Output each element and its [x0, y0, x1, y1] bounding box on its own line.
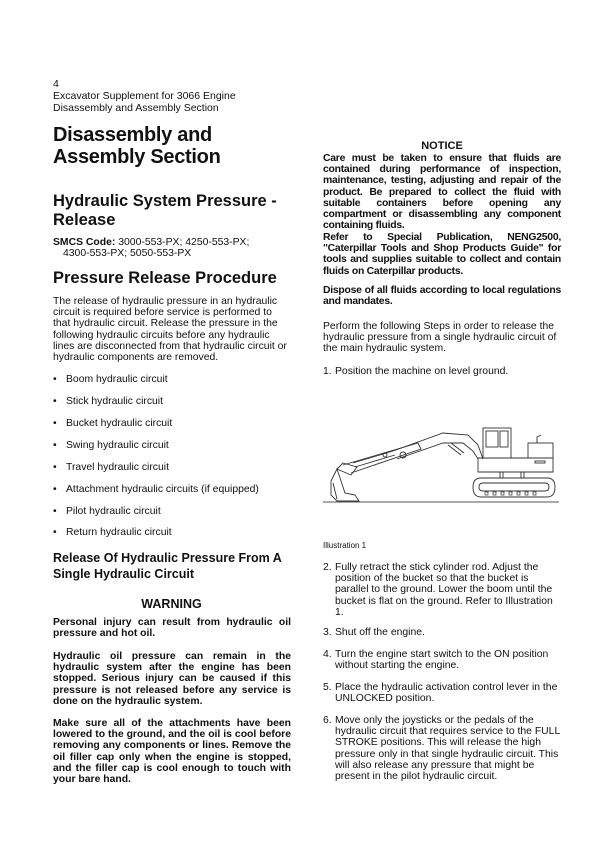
excavator-illustration [323, 425, 563, 510]
bullet-item: • Swing hydraulic circuit [53, 440, 169, 451]
smcs-label: SMCS Code: [53, 237, 116, 248]
bullet-item: • Attachment hydraulic circuits (if equipped) [53, 484, 259, 495]
smcs-code [53, 237, 291, 259]
step-item: 5. Place the hydraulic activation control lever in the UNLOCKED position. [323, 682, 558, 705]
bullet-item: • Return hydraulic circuit [53, 527, 172, 538]
intro-paragraph: The release of hydraulic pressure in an hydraulic circuit is required before service is performed to that hydraulic circuit. Release the pressure in the following hydraulic circuits before any hydraulic lines are disconnected from that hydraulic circuit or hydraulic components are removed. [53, 296, 287, 364]
doc-title: Excavator Supplement for 3066 Engine [53, 90, 236, 102]
notice-title: NOTICE [421, 140, 463, 152]
smcs-codes-line2: 4300-553-PX; 5050-553-PX [63, 248, 192, 260]
step-item: 4. Turn the engine start switch to the ON position without starting the engine. [323, 649, 549, 672]
notice-paragraph: Refer to Special Publication, NENG2500, "Caterpillar Tools and Shop Products Guide" for tools and supplies suitable to collect and contain fluids on Caterpillar products. [323, 232, 561, 277]
step-item: 1. Position the machine on level ground. [323, 366, 509, 377]
bullet-item: • Travel hydraulic circuit [53, 462, 169, 473]
steps-intro: Perform the following Steps in order to release the hydraulic pressure from a single hydraulic circuit of the main hydraulic system. [323, 321, 557, 355]
subsection-title: Release Of Hydraulic Pressure From A Single Hydraulic Circuit [53, 551, 282, 581]
bullet-item: • Pilot hydraulic circuit [53, 506, 161, 517]
illustration-caption: Illustration 1 [323, 541, 367, 550]
warning-title: WARNING [141, 597, 202, 611]
step-item: 3. Shut off the engine. [323, 627, 425, 638]
bullet-item: • Boom hydraulic circuit [53, 374, 168, 385]
step-item: 2. Fully retract the stick cylinder rod. Adjust the position of the bucket so that the bucket is parallel to the ground. Lower the boom until the bucket is flat on the ground. Refer to Illustration 1. [323, 562, 553, 618]
section-title: Disassembly and Assembly Section [53, 124, 221, 168]
page-number: 4 [53, 78, 59, 90]
warning-paragraph: Make sure all of the attachments have been lowered to the ground, and the oil is cool before removing any components or lines. Remove the oil filler cap only when the engine is stopped, and the filler cap is cool enough to touch with your bare hand. [53, 718, 291, 786]
topic-title: Hydraulic System Pressure - Release [53, 192, 277, 229]
header-section: Disassembly and Assembly Section [53, 102, 219, 114]
procedure-title: Pressure Release Procedure [53, 269, 277, 287]
excavator-icon [323, 425, 563, 505]
notice-paragraph: Dispose of all fluids according to local regulations and mandates. [323, 285, 561, 308]
notice-paragraph: Care must be taken to ensure that fluids are contained during performance of inspection, maintenance, testing, adjusting and repair of the product. Be prepared to collect the fluid with suitable containers before opening any compartment or disassembling any component containing fluids. [323, 153, 561, 232]
bullet-item: • Bucket hydraulic circuit [53, 418, 173, 429]
step-item: 6. Move only the joysticks or the pedals of the hydraulic circuit that requires service to the FULL STROKE positions. This will release the high pressure only in that single hydraulic circuit. This will also release any pressure that might be present in the pilot hydraulic circuit. [323, 715, 560, 783]
page-header [53, 78, 236, 114]
warning-paragraph: Hydraulic oil pressure can remain in the hydraulic system after the engine has been stopped. Serious injury can be caused if this pressure is not released before any service is done on the hydraulic system. [53, 651, 291, 707]
bullet-item: • Stick hydraulic circuit [53, 396, 164, 407]
warning-paragraph: Personal injury can result from hydraulic oil pressure and hot oil. [53, 617, 291, 640]
smcs-codes-line1: 3000-553-PX; 4250-553-PX; [118, 237, 250, 248]
